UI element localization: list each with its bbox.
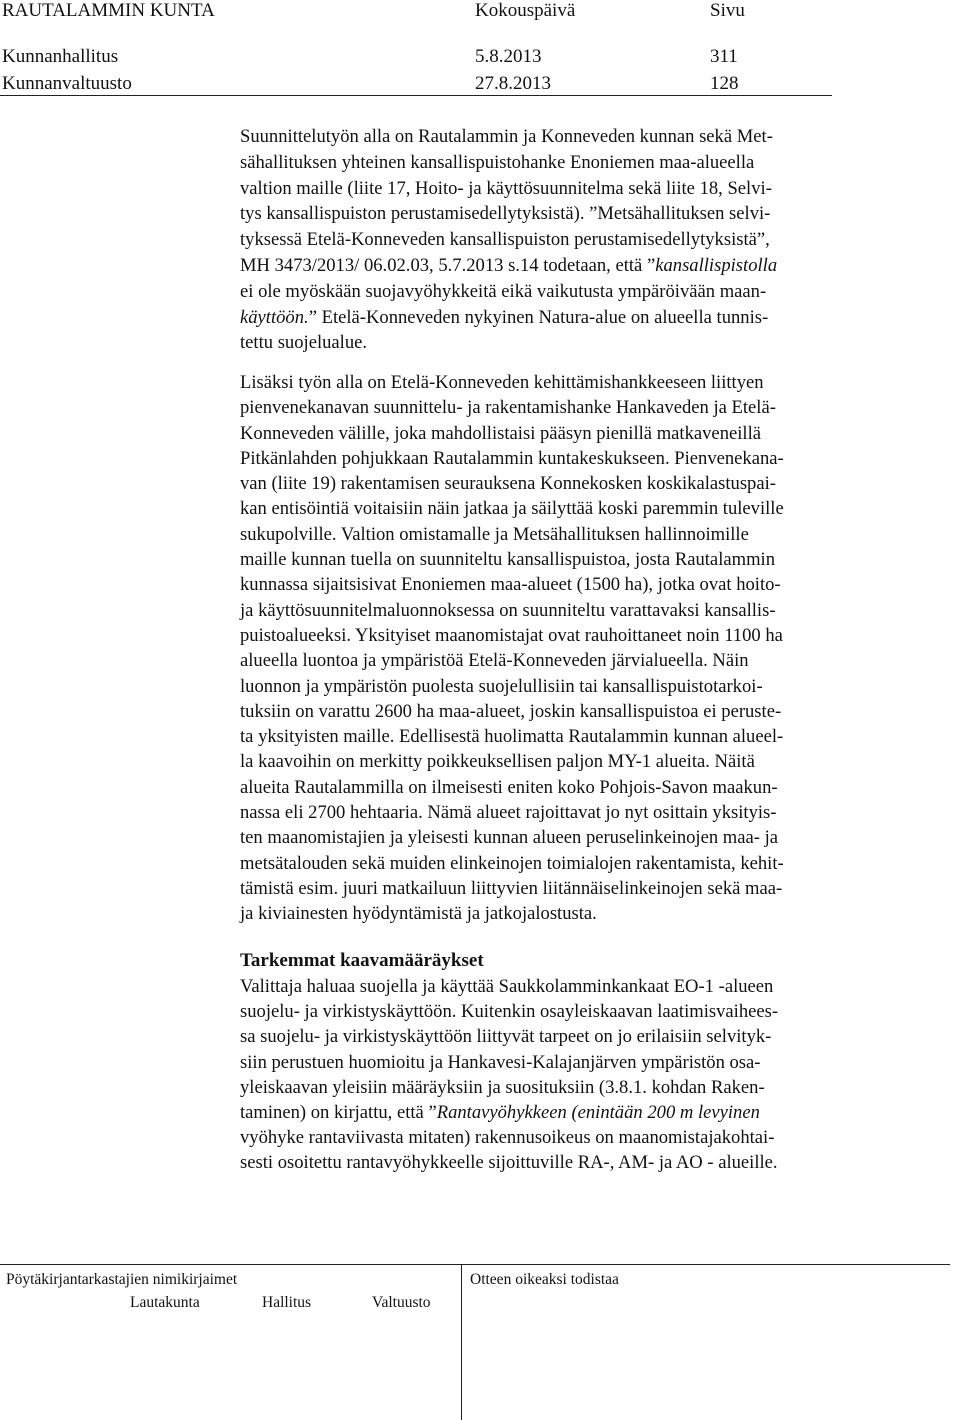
- text-line: suojelu- ja virkistyskäyttöön. Kuitenkin osayleiskaavan laatimisvaihees-: [240, 1001, 779, 1023]
- text-line: luonnon ja ympäristön puolesta suojelullisiin tai kansallispuistotarkoi-: [240, 675, 763, 697]
- text-line: tettu suojelualue.: [240, 332, 368, 354]
- text-line: van (liite 19) rakentamisen seurauksena Konnekosken koskikalastuspai-: [240, 473, 776, 495]
- initials-title: Pöytäkirjantarkastajien nimikirjaimet: [6, 1271, 238, 1288]
- text-line: yleiskaavan yleisiin määräyksiin ja suosituksiin (3.8.1. kohdan Raken-: [240, 1076, 765, 1098]
- page-number-row-2: 128: [710, 73, 739, 94]
- italic-quote: kansallispistolla: [655, 254, 778, 276]
- initials-column-government: Hallitus: [262, 1294, 312, 1311]
- page-column-label: Sivu: [710, 0, 745, 21]
- initials-column-board: Lautakunta: [130, 1294, 200, 1311]
- text-line: ta yksityisten maille. Edellisestä huolimatta Rautalammin kunnan alueel-: [240, 726, 784, 748]
- text-line: ja kiviainesten hyödyntämistä ja jatkojalostusta.: [240, 903, 597, 925]
- text-line: Suunnittelutyön alla on Rautalammin ja Konneveden kunnan sekä Met-: [240, 126, 773, 147]
- text-line: Pitkänlahden pohjukkaan Rautalammin kuntakeskukseen. Pienvenekana-: [240, 447, 784, 469]
- italic-quote: käyttöön.: [240, 306, 309, 328]
- body-name-row-1: Kunnanhallitus: [2, 46, 119, 67]
- text-line: [240, 1100, 880, 1125]
- text-line: tyksessä Etelä-Konneveden kansallispuiston perustamisedellytyksistä”,: [240, 229, 770, 251]
- meeting-date-row-2: 27.8.2013: [475, 73, 551, 94]
- header-underline: [0, 95, 832, 96]
- paragraph-national-park: [240, 124, 880, 356]
- text-line: tämistä esim. juuri matkailuun liittyvien liitännäiselinkeinojen sekä maa-: [240, 877, 783, 899]
- body-name-row-2: Kunnanvaltuusto: [2, 73, 132, 94]
- org-name: RAUTALAMMIN KUNTA: [2, 0, 215, 21]
- page-number-row-1: 311: [710, 46, 738, 67]
- text-line: Valittaja haluaa suojella ja käyttää Saukkolamminkankaat EO-1 -alueen: [240, 976, 774, 997]
- text-line: nassa eli 2700 hehtaaria. Nämä alueet rajoittavat jo nyt osittain yksityis-: [240, 802, 777, 824]
- text-line: tuksiin on varattu 2600 ha maa-alueet, joskin kansallispuistoa ei peruste-: [240, 700, 782, 722]
- text-line: tys kansallispuiston perustamisedellytyksistä). ”Metsähallituksen selvi-: [240, 203, 771, 225]
- meeting-date-row-1: 5.8.2013: [475, 46, 542, 67]
- text-line: [240, 253, 880, 279]
- text-line: kunnassa sijaitsisivat Enoniemen maa-alueet (1500 ha), jotka ovat hoito-: [240, 574, 781, 596]
- text-line: valtion maille (liite 17, Hoito- ja käyttösuunnitelma sekä liite 18, Selvi-: [240, 177, 772, 199]
- text-line: puistoalueeksi. Yksityiset maanomistajat ovat rauhoittaneet noin 1100 ha: [240, 624, 783, 646]
- text-line: ei ole myöskään suojavyöhykkeitä eikä vaikutusta ympäröivään maan-: [240, 280, 767, 302]
- text-line: sukupolville. Valtion omistamalle ja Metsähallituksen hallinnoimille: [240, 523, 749, 545]
- text-line: kan entisöintiä voitaisiin näin jatkaa ja säilyttää koski paremmin tuleville: [240, 498, 784, 520]
- footer-top-rule: [0, 1264, 950, 1265]
- footer-divider: [461, 1264, 462, 1420]
- text-segment: ” Etelä-Konneveden nykyinen Natura-alue on alueella tunnis-: [308, 306, 769, 328]
- certified-copy-label: Otteen oikeaksi todistaa: [470, 1271, 619, 1288]
- date-column-label: Kokouspäivä: [475, 0, 576, 21]
- text-line: sesti osoitettu rantavyöhykkeelle sijoittuville RA-, AM- ja AO - alueille.: [240, 1152, 778, 1174]
- text-line: Konneveden välille, joka mahdollistaisi pääsyn pienillä matkaveneillä: [240, 422, 761, 444]
- text-line: ja käyttösuunnitelmaluonnoksessa on suunniteltu varattavaksi kansallis-: [240, 599, 776, 621]
- text-line: Lisäksi työn alla on Etelä-Konneveden kehittämishankkeeseen liittyen: [240, 372, 764, 393]
- text-line: sa suojelu- ja virkistyskäyttöön liittyvät tarpeet on jo erilaisiin selvityk-: [240, 1026, 772, 1048]
- text-line: alueita Rautalammilla on ilmeisesti eniten koko Pohjois-Savon maakun-: [240, 776, 778, 798]
- section-title: Tarkemmat kaavamääräykset: [240, 950, 484, 971]
- text-line: sähallituksen yhteinen kansallispuistohanke Enoniemen maa-alueella: [240, 151, 755, 173]
- text-line: siin perustuen huomioitu ja Hankavesi-Kalajanjärven ympäristön osa-: [240, 1051, 761, 1073]
- text-line: la kaavoihin on merkitty poikkeuksellisen paljon MY-1 alueita. Näitä: [240, 751, 755, 773]
- initials-column-council: Valtuusto: [372, 1294, 431, 1311]
- text-line: pienvenekanavan suunnittelu- ja rakentamishanke Hankaveden ja Etelä-: [240, 397, 776, 419]
- italic-quote: Rantavyöhykkeen (enintään 200 m levyinen: [436, 1101, 760, 1123]
- text-line: maille kunnan tuella on suunniteltu kansallispuistoa, josta Rautalammin: [240, 549, 775, 571]
- text-line: [240, 305, 880, 331]
- text-segment: taminen) on kirjattu, että ”: [240, 1101, 437, 1123]
- text-line: alueella luontoa ja ympäristöä Etelä-Konneveden järvialueella. Näin: [240, 650, 749, 672]
- text-line: metsätalouden sekä muiden elinkeinojen toimialojen rakentamista, kehit-: [240, 852, 784, 874]
- paragraph-plan-regulations: [240, 974, 880, 1176]
- text-line: ten maanomistajien ja yleisesti kunnan alueen peruselinkeinojen maa- ja: [240, 827, 779, 849]
- text-segment: MH 3473/2013/ 06.02.03, 5.7.2013 s.14 todetaan, että ”: [240, 254, 656, 276]
- paragraph-canal-project: [240, 370, 880, 927]
- text-line: vyöhyke rantaviivasta mitaten) rakennusoikeus on maanomistajakohtai-: [240, 1127, 775, 1149]
